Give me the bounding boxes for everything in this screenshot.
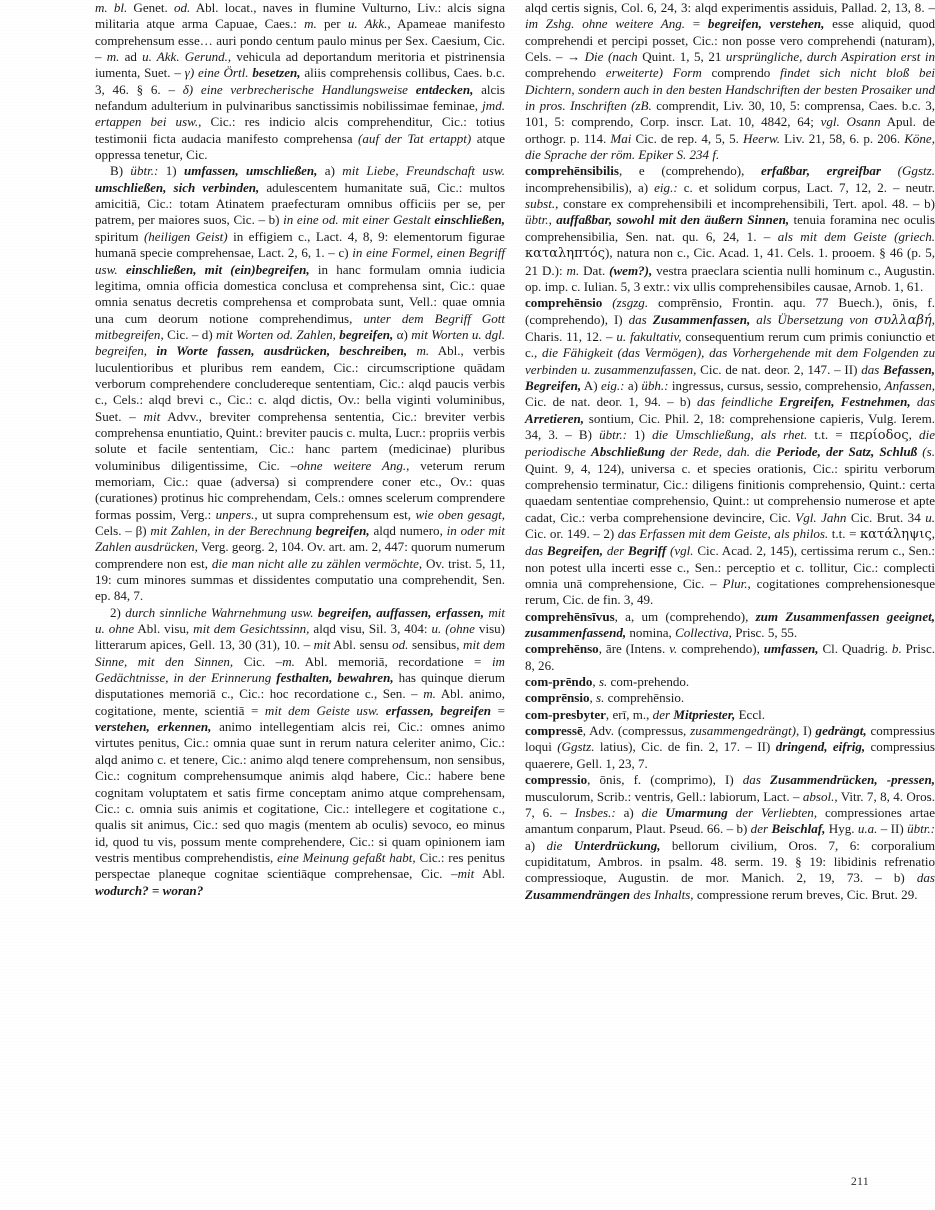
entry-comprensio: comprēnsio, s. comprehēnsio. bbox=[525, 690, 685, 706]
entry-comprehensivus: comprehēnsīvus, a, um (comprehendo), zum Zusammenfassen geeignet, zusammenfassend, nomina, Collectiva, Prisc. 5, 55. bbox=[525, 608, 935, 641]
entry-comprendo: com-prēndo, s. com-prehendo. bbox=[525, 674, 690, 690]
entry-comprehensio: comprehēnsio (zsgzg. comprēnsio, Frontin. aqu. 77 Buech.), ōnis, f. (comprehendo), I) das Zusammenfassen, als Übersetzung von συλλαβή, Charis. 11, 12. – u. fakultativ, consequentium rerum cum primis coniunctio et c., die Fähigkeit (das Vermögen), das Vorhergehende mit dem Folgenden zu verbinden u. zusammenzufassen, Cic. de nat. deor. 2, 147. – II) das Befassen, Begreifen, A) eig.: a) übh.: ingressus, cursus, sessio, comprehensio, Anfassen, Cic. de nat. deor. 1, 94. – b) das feindliche Ergreifen, Festnehmen, das Arretieren, sontium, Cic. Phil. 2, 18: comprehensione capieris, Vulg. Ierem. 34, 3. – B) übtr.: 1) die Umschließung, als rhet. t.t. = περίοδος, die periodische Abschließung der Rede, dah. die Periode, der Satz, Schluß (s. Quint. 9, 4, 124), universa c. et species orationis, Cic.: spiritu verborum comprehensio terminatur, Cic.: diligens finitionis comprehensio, Quint.: certa quaedam sententiae comprehensio, Quint.: ut comprehensio numerose et apte cadat, Cic.: verba comprehensione devincire, Cic. Vgl. Jahn Cic. Brut. 34 u. Cic. or. 149. – 2) das Erfassen mit dem Geiste, als philos. t.t. = κατάληψις, das Begreifen, der Begriff (vgl. Cic. Acad. 2, 145), certissima rerum c., Sen.: non potest ulla incerti esse c., Sen.: perceptio et c. tollitur, Cic.: complecti omnia unā comprehensione, Cic. – Plur., cogitationes comprehensionesque rerum, Cic. de fin. 3, 49. bbox=[525, 295, 935, 608]
paragraph-comprehendo-continued: m. bl. Genet. od. Abl. locat., naves in flumine Vulturno, Liv.: alcis signa militaria atque arma Capuae, Caes.: m. per u. Akk., Apameae manifesto comprehensum esse… auri pondo centum paulo minus per Sex. Caesium, Cic. – m. ad u. Akk. Gerund., vehicula ad deportandum meritoria et pistrinensia iumenta, Suet. – γ) eine Örtl. besetzen, aliis comprehensis collibus, Caes. b.c. 3, 46. § 6. – δ) eine verbrecherische Handlungsweise entdecken, alcis nefandum adulterium in pulvinaribus sanctissimis nobilissimae feminae, jmd. ertappen bei usw., Cic.: res indicio alcis comprehenditur, Cic.: totius testimonii ficta audacia manifesto comprehensa (auf der Tat ertappt) atque oppressa tenetur, Cic. bbox=[95, 0, 506, 163]
paragraph-comprehendo-end: alqd certis signis, Col. 6, 24, 3: alqd experimentis assiduis, Pallad. 2, 13, 8. – im Zshg. ohne weitere Ang. = begreifen, verstehen, esse aliquid, quod comprehendi et percipi posset, Cic.: non posse vero comprehendi (naturam), Cels. – → Die (nach Quint. 1, 5, 21 ursprüngliche, durch Aspiration erst in comprehendo erweiterte) Form comprendo findet sich nicht bloß bei Dichtern, sondern auch in den besten Handschriften der besten Prosaiker und in pros. Inschriften (zB. comprendit, Liv. 30, 10, 5: comprensa, Caes. b.c. 3, 101, 5: comprendo, Corp. inscr. Lat. 10, 4842, 64; vgl. Osann Apul. de orthogr. p. 114. Mai Cic. de rep. 4, 5, 5. Heerw. Liv. 21, 58, 6. p. 206. Köne, die Sprache der röm. Epiker S. 234 f. bbox=[525, 0, 935, 163]
paragraph-section-B: B) übtr.: 1) umfassen, umschließen, a) mit Liebe, Freundschaft usw. umschließen, sich verbinden, adulescentem humanitate suā, Cic.: multos amicitiā, Cic.: totam Atinatem praefecturam omnibus officiis per se, per patrem, per maiores suos, Cic. – b) in eine od. mit einer Gestalt einschließen, spiritum (heiligen Geist) in effigiem c., Lact. 4, 8, 9: elementorum figurae humanā specie comprehensae, Lact. 2, 6, 1. – c) in eine Formel, einen Begriff usw. einschließen, mit (ein)begreifen, in hanc formulam omnia iudicia legitima, omnia officia domestica conclusa et comprehensa sint, Cic.: quae omnia senatus decretis comprehensa et comprobata sunt, Vell.: quae omnia una cum deorum notione comprehendimus, unter dem Begriff Gott mitbegreifen, Cic. – d) mit Worten od. Zahlen, begreifen, α) mit Worten u. dgl. begreifen, in Worte fassen, ausdrücken, beschreiben, m. Abl., verbis luculentioribus et pluribus rem eandem, Cic.: circumscriptione quādam verborum comprehendere concludereque sententiam, Cic.: alqd paucis verbis c., Cels.: alqd brevi c., Cic.: c. alqd dictis, Ov.: bella viginti voluminibus, Suet. – mit Advv., breviter comprehensa sententia, Cic.: breviter verbis comprehensa enuntiatio, Quint.: breviter paucis c. multa, Lucr.: propriis verbis solute et facile sententiam, Cic.: hanc partem (medicinae) pluribus voluminibus diligentissime, Cic. –ohne weitere Ang., veterum rerum memoriam, Cic.: quae (adversa) si comprendere coner etc., Ov.: quas (curationes) protinus hic comprehendam, Cels.: omnes scelerum comprendere formas possim, Verg.: unpers., ut supra comprehensum est, wie oben gesagt, Cels. – β) mit Zahlen, in der Berechnung begreifen, alqd numero, in oder mit Zahlen ausdrücken, Verg. georg. 2, 104. Ov. art. am. 2, 447: quorum numerum comprendere non est, die man nicht alle zu zählen vermöchte, Ov. trist. 5, 11, 19: cum minores summas et dissidentes computatio una comprehendit, Sen. ep. 84, 7. bbox=[95, 163, 506, 604]
entry-comprehensibilis: comprehēnsibilis, e (comprehendo), erfaßbar, ergreifbar (Ggstz. incomprehensibilis), a) eig.: c. et solidum corpus, Lact. 7, 12, 2. – neutr. subst., constare ex comprehensibili et incomprehensibili, Tert. apol. 48. – b) übtr., auffaßbar, sowohl mit den äußern Sinnen, tenuia foramina nec oculis comprehensibilia, Sen. nat. qu. 6, 24, 1. – als mit dem Geiste (griech. καταληπτός), natura non c., Cic. Acad. 1, 41. Cels. 1. prooem. § 46 (p. 5, 21 D.): m. Dat. (wem?), vestra praeclara scientia nulli hominum c., Augustin. op. imp. c. Iulian. 5, 3 extr.: vix ullis comprehensibiles causae, Arnob. 1, 61. bbox=[525, 163, 935, 294]
page-number: 211 bbox=[850, 1176, 869, 1188]
entry-compresbyter: com-presbyter, erī, m., der Mitpriester, Eccl. bbox=[525, 706, 766, 722]
entry-compressio: compressio, ōnis, f. (comprimo), I) das Zusammendrücken, -pressen, musculorum, Scrib.: ventris, Gell.: labiorum, Lact. – absol., Vitr. 7, 8, 4. Oros. 7, 6. – Insbes.: a) die Umarmung der Verliebten, compressiones artae amantum conparum, Plaut. Pseud. 66. – b) der Beischlaf, Hyg. u.a. – II) übtr.: a) die Unterdrückung, bellorum civilium, Oros. 7, 6: corporalium cupiditatum, Ambros. in psalm. 48. serm. 19. § 19: libidinis refrenatio compressioque, Augustin. de mor. Manich. 2, 19, 73. – b) das Zusammendrängen des Inhalts, compressione rerum breves, Cic. Brut. 29. bbox=[525, 772, 935, 902]
entry-compresse: compressē, Adv. (compressus, zusammengedrängt), I) gedrängt, compressius loqui (Ggstz. latius), Cic. de fin. 2, 17. – II) dringend, eifrig, compressius quaerere, Gell. 1, 23, 7. bbox=[525, 723, 935, 771]
entry-comprehenso: comprehēnso, āre (Intens. v. comprehendo), umfassen, Cl. Quadrig. b. Prisc. 8, 26. bbox=[525, 641, 935, 673]
right-column bbox=[525, 0, 935, 1165]
paragraph-section-2: 2) durch sinnliche Wahrnehmung usw. begreifen, auffassen, erfassen, mit u. ohne Abl. visu, mit dem Gesichtssinn, alqd visu, Sil. 3, 404: u. (ohne visu) litterarum apices, Gell. 13, 30 (31), 10. – mit Abl. sensu od. sensibus, mit dem Sinne, mit den Sinnen, Cic. –m. Abl. memoriā, recordatione = im Gedächtnisse, in der Erinnerung festhalten, bewahren, has quinque dierum disputationes memoriā c., Cic.: hoc recordatione c., Sen. – m. Abl. animo, cogitatione, mente, scientiā = mit dem Geiste usw. erfassen, begreifen = verstehen, erkennen, animo intellegentiam alcis rei, Cic.: omnes animo virtutes penitus, Cic.: omnia quae sunt in rerum natura celeriter animo, Cic.: alqd animo c. et tenere, Cic.: animo alqd tenere comprehensum, non sensibus, Cic.: cognitum comprehensumque animis alqd habere, Cic.: habere bene cognitam voluptatem et satis firme conceptam animo atque comprehensam, Cic.: c. omnia suis animis et cogitatione, Cic.: intellegere et cogitatione c., qualis sit animus, Cic.: sed quo magis (mentem ab oculis) sevoco, eo minus id, quod tu vis, possum mente comprehendere, Cic.: si quam opinionem iam vestris mentibus comprehendistis, eine Meinung gefaßt habt, Cic.: res penitus perspectae planeque cognitae scientiāque comprehensae, Cic. –mit Abl. wodurch? = woran? bbox=[95, 604, 506, 898]
left-column bbox=[95, 0, 505, 1165]
